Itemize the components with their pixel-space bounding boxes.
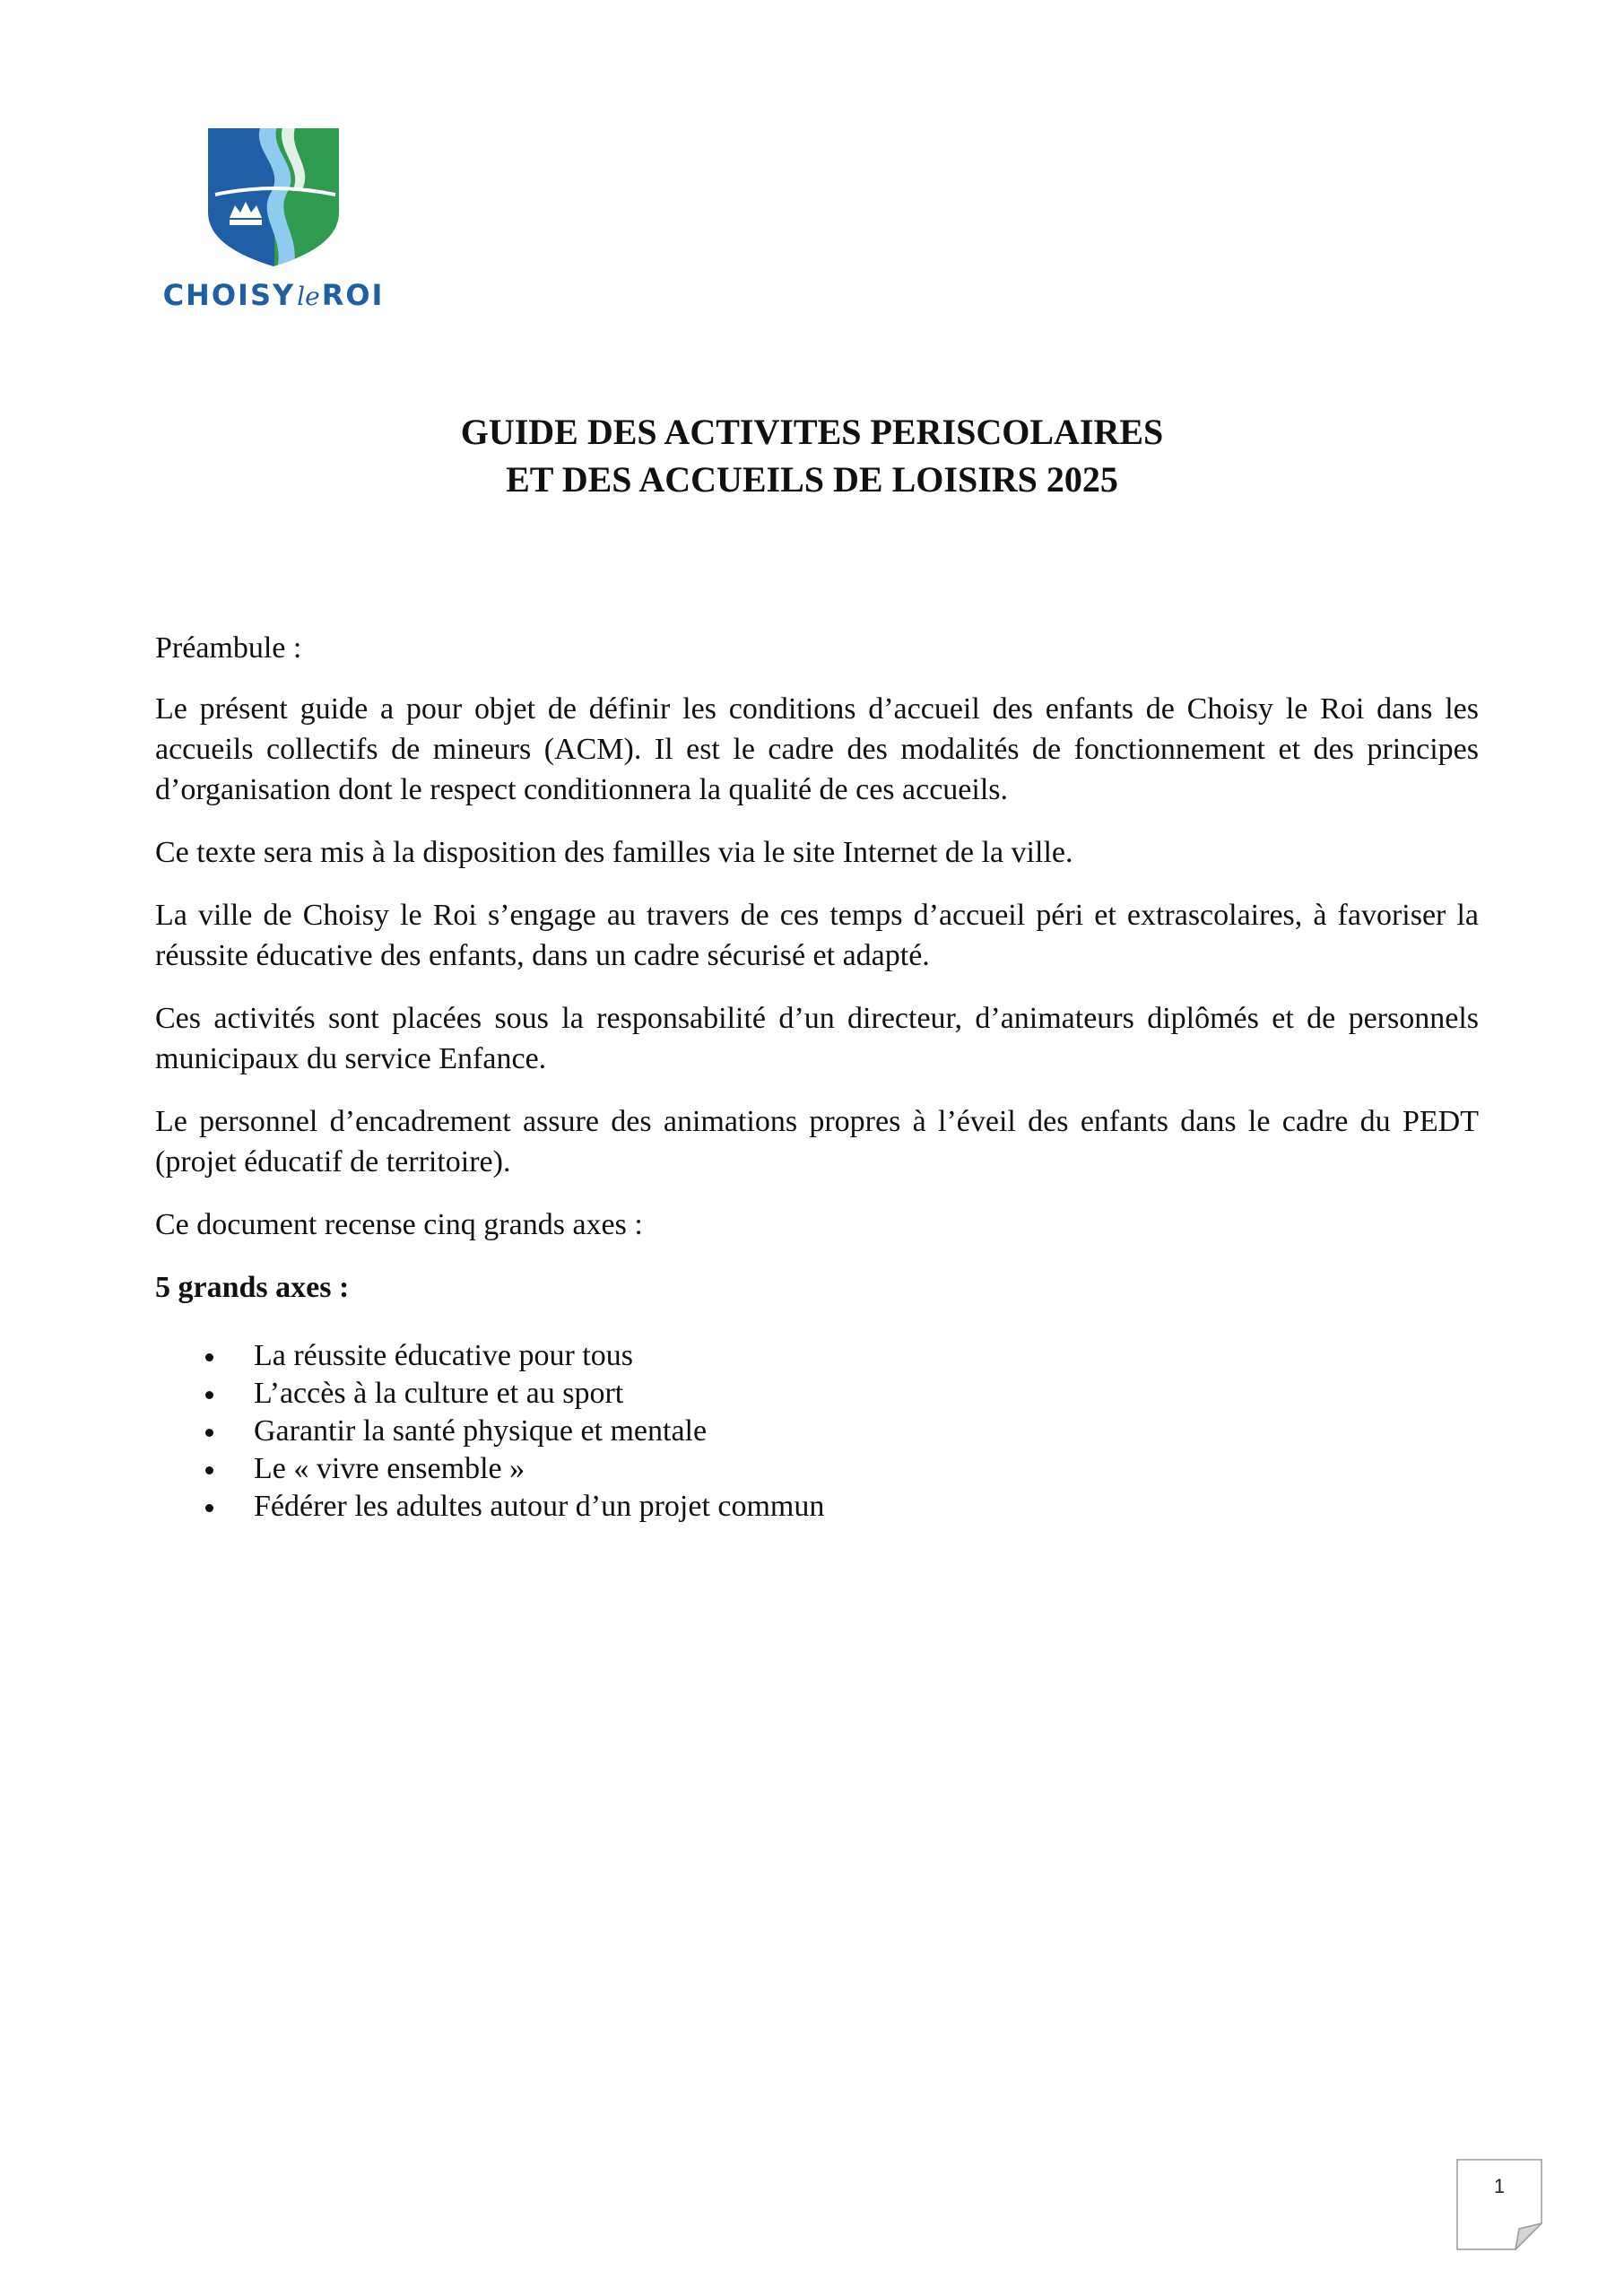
axes-heading: 5 grands axes : <box>155 1271 350 1304</box>
logo-text-le: le <box>297 282 320 311</box>
paragraph-commitment: La ville de Choisy le Roi s’engage au travers de ces temps d’accueil péri et extrascolaires, à favoriser la réussite éducative des enfants, dans un cadre sécurisé et adapté. <box>155 899 1479 972</box>
list-item: Garantir la santé physique et mentale <box>254 1413 1479 1450</box>
paragraph-pedt: Le personnel d’encadrement assure des animations propres à l’éveil des enfants dans le cadre du PEDT (projet éducatif de territoire). <box>155 1105 1479 1178</box>
paragraph-axes-intro: Ce document recense cinq grands axes : <box>155 1208 643 1241</box>
folded-page-icon <box>1456 2159 1542 2250</box>
document-body <box>155 628 1479 1526</box>
paragraph-responsibility: Ces activités sont placées sous la responsabilité d’un directeur, d’animateurs diplômés et de personnels municipaux du service Enfance. <box>155 1002 1479 1075</box>
city-logo <box>152 112 395 327</box>
logo-text-choisy: CHOISY <box>162 278 296 312</box>
list-item: Fédérer les adultes autour d’un projet commun <box>254 1488 1479 1526</box>
logo-wordmark <box>152 278 395 312</box>
list-item: Le « vivre ensemble » <box>254 1450 1479 1488</box>
page-number-box <box>1456 2159 1542 2250</box>
logo-text-roi: ROI <box>321 278 385 312</box>
title-line-1: GUIDE DES ACTIVITES PERISCOLAIRES <box>460 412 1164 452</box>
preamble-label: Préambule : <box>155 631 302 665</box>
list-item: L’accès à la culture et au sport <box>254 1375 1479 1413</box>
paragraph-availability: Ce texte sera mis à la disposition des familles via le site Internet de la ville. <box>155 836 1073 869</box>
page-number: 1 <box>1493 2175 1506 2197</box>
document-title <box>0 408 1624 503</box>
paragraph-purpose: Le présent guide a pour objet de définir les conditions d’accueil des enfants de Choisy le Roi dans les accueils collectifs de mineurs (ACM). Il est le cadre des modalités de fonctionnement et des principes d’organisation dont le respect conditionnera la qualité de ces accueils. <box>155 692 1479 806</box>
title-line-2: ET DES ACCUEILS DE LOISIRS 2025 <box>506 459 1118 500</box>
axes-list <box>155 1337 1479 1526</box>
city-crest-icon <box>152 112 395 274</box>
list-item: La réussite éducative pour tous <box>254 1337 1479 1375</box>
